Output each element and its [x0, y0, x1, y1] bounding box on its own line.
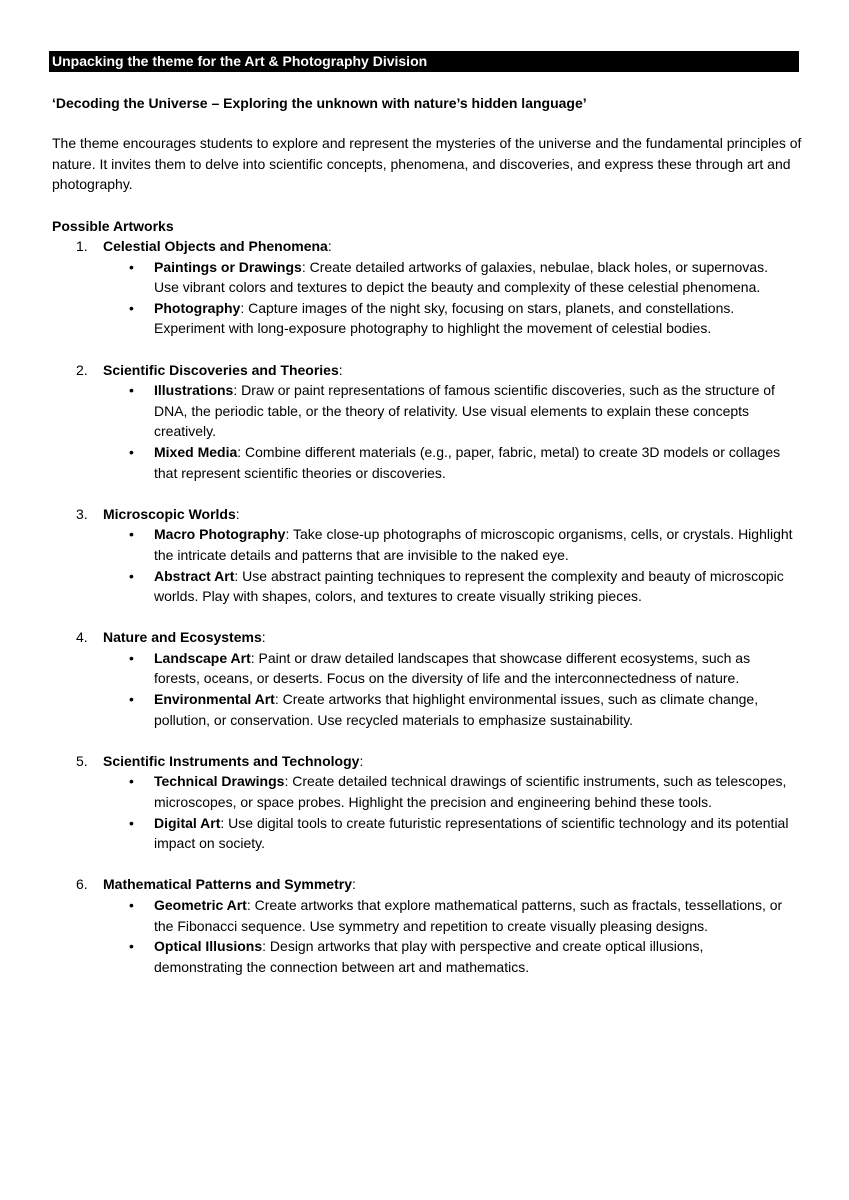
- section-heading: [103, 360, 849, 381]
- section-bullets: [103, 895, 849, 977]
- section-bullets: [103, 257, 849, 339]
- bullet-label: Illustrations: [154, 382, 234, 399]
- section-colon: :: [351, 876, 356, 893]
- section-bullets: [103, 771, 849, 853]
- section-number: 2.: [76, 361, 88, 378]
- bullet-item: [103, 380, 794, 442]
- bullet-item: [103, 298, 794, 339]
- bullet-item: [103, 813, 794, 854]
- bullet-icon: •: [129, 567, 134, 584]
- bullet-label: Landscape Art: [154, 649, 251, 666]
- bullet-item: [103, 566, 794, 607]
- section-title: Scientific Instruments and Technology: [103, 752, 360, 769]
- bullet-icon: •: [129, 814, 134, 831]
- section-heading: [103, 504, 849, 525]
- section-heading: [103, 751, 849, 772]
- section-title: Microscopic Worlds: [103, 505, 236, 522]
- bullet-label: Environmental Art: [154, 691, 275, 708]
- section-bullets: [103, 380, 849, 483]
- bullet-label: Abstract Art: [154, 567, 235, 584]
- bullet-label: Paintings or Drawings: [154, 258, 302, 275]
- bullet-text: : Take close-up photographs of microscopic organisms, cells, or crystals. Highlight the intricate details and patterns that are invisible to the naked eye.: [154, 526, 793, 563]
- bullet-item: [103, 689, 794, 730]
- bullet-icon: •: [129, 649, 134, 666]
- bullet-icon: •: [129, 258, 134, 275]
- section-colon: :: [359, 752, 364, 769]
- bullet-label: Photography: [154, 299, 241, 316]
- bullet-label: Macro Photography: [154, 526, 286, 543]
- bullet-label: Geometric Art: [154, 897, 247, 913]
- theme-subtitle: ‘Decoding the Universe – Exploring the unknown with nature’s hidden language’: [52, 95, 587, 111]
- bullet-text: : Use abstract painting techniques to represent the complexity and beauty of microscopic worlds. Play with shapes, colors, and textures to create visually striking pieces.: [154, 567, 784, 605]
- section-heading: [103, 874, 849, 895]
- section-colon: :: [338, 361, 343, 378]
- intro-paragraph: The theme encourages students to explore and represent the mysteries of the universe and the fundamental principles of nature. It invites them to delve into scientific concepts, phenomena, and discoveries, and express these through art and photography.: [52, 135, 802, 193]
- bullet-icon: •: [129, 773, 134, 790]
- bullet-text: : Capture images of the night sky, focusing on stars, planets, and constellations. Experiment with long-exposure photography to highlight the movement of celestial bodies.: [154, 299, 735, 337]
- bullet-text: : Create artworks that highlight environmental issues, such as climate change, pollution, or conservation. Use recycled materials to emphasize sustainability.: [154, 691, 759, 728]
- bullet-item: [103, 771, 794, 812]
- bullet-text: : Create artworks that explore mathematical patterns, such as fractals, tessellations, or the Fibonacci sequence. Use symmetry and repetition to create visually pleasing designs.: [154, 897, 783, 934]
- bullet-icon: •: [129, 382, 134, 399]
- section-bullets: [103, 524, 849, 606]
- section-colon: :: [235, 505, 240, 522]
- section-number: 5.: [76, 752, 88, 769]
- bullet-text: : Create detailed technical drawings of scientific instruments, such as telescopes, microscopes, or space probes. Highlight the precision and engineering behind these tools.: [154, 773, 787, 811]
- bullet-label: Optical Illusions: [154, 938, 263, 955]
- section-title: Mathematical Patterns and Symmetry: [103, 876, 352, 893]
- section-title: Celestial Objects and Phenomena: [103, 238, 328, 254]
- artwork-section: [0, 874, 849, 977]
- section-number: 6.: [76, 876, 88, 893]
- section-heading: [103, 627, 849, 648]
- bullet-text: : Paint or draw detailed landscapes that showcase different ecosystems, such as forests, oceans, or deserts. Focus on the diversity of life and the interconnectedness of nature.: [154, 649, 751, 687]
- section-colon: :: [261, 629, 266, 646]
- section-title: Scientific Discoveries and Theories: [103, 361, 339, 378]
- bullet-text: : Use digital tools to create futuristic representations of scientific technology and its potential impact on society.: [154, 814, 789, 852]
- header-title-bar: Unpacking the theme for the Art & Photography Division: [49, 51, 799, 72]
- artwork-section: [0, 360, 849, 484]
- bullet-label: Technical Drawings: [154, 773, 285, 790]
- bullet-text: : Combine different materials (e.g., paper, fabric, metal) to create 3D models or collages that represent scientific theories or discoveries.: [154, 443, 781, 481]
- bullet-item: [103, 648, 794, 689]
- section-colon: :: [327, 238, 332, 254]
- section-number: 4.: [76, 629, 88, 646]
- bullet-label: Mixed Media: [154, 443, 238, 460]
- bullet-item: [103, 257, 794, 298]
- section-title: Nature and Ecosystems: [103, 629, 262, 646]
- bullet-icon: •: [129, 691, 134, 708]
- bullet-text: : Design artworks that play with perspective and create optical illusions, demonstrating the connection between art and mathematics.: [154, 938, 704, 975]
- bullet-item: [103, 524, 794, 565]
- bullet-text: : Create detailed artworks of galaxies, nebulae, black holes, or supernovas. Use vibrant colors and textures to depict the beauty and complexity of these celestial phenomena.: [154, 258, 768, 296]
- section-number: 3.: [76, 505, 88, 522]
- bullet-icon: •: [129, 299, 134, 316]
- artwork-section: [0, 504, 849, 607]
- bullet-icon: •: [129, 897, 134, 913]
- possible-artworks-heading: Possible Artworks: [52, 218, 174, 234]
- bullet-icon: •: [129, 526, 134, 543]
- bullet-item: [103, 442, 794, 483]
- artwork-section: [0, 751, 849, 854]
- section-number: 1.: [76, 238, 88, 254]
- bullet-label: Digital Art: [154, 814, 221, 831]
- artwork-section: [0, 236, 849, 339]
- bullet-item: [103, 936, 794, 977]
- artwork-sections-list: [0, 236, 849, 998]
- bullet-icon: •: [129, 443, 134, 460]
- artwork-section: [0, 627, 849, 730]
- bullet-item: [103, 895, 794, 936]
- section-bullets: [103, 648, 849, 730]
- bullet-icon: •: [129, 938, 134, 955]
- bullet-text: : Draw or paint representations of famous scientific discoveries, such as the structure of DNA, the periodic table, or the theory of relativity. Use visual elements to explain these concepts creatively.: [154, 382, 775, 440]
- section-heading: [103, 236, 849, 257]
